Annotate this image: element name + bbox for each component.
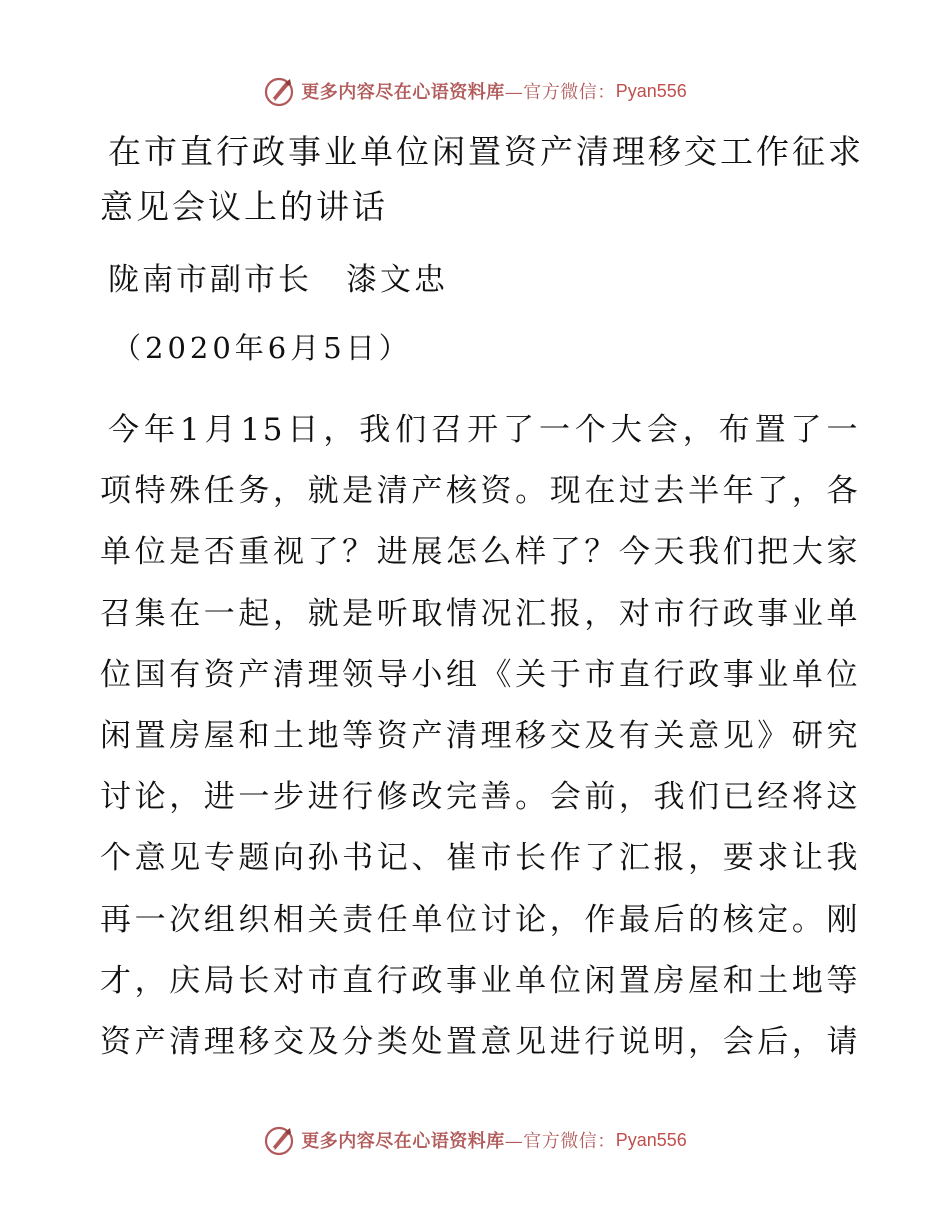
body-line: 闲置房屋和土地等资产清理移交及有关意见》研究 <box>100 718 860 755</box>
watermark-dash-text: —官方微信： <box>504 82 616 103</box>
quill-pen-logo-icon <box>263 75 295 107</box>
body-line: 才，庆局长对市直行政事业单位闲置房屋和土地等 <box>100 962 860 999</box>
watermark-wechat-id: Pyan556 <box>615 80 687 101</box>
author-line: 陇南市副市长 漆文忠 <box>108 262 448 298</box>
body-paragraph <box>100 400 860 1073</box>
header-watermark <box>0 71 950 111</box>
title-line-2: 意见会议上的讲话 <box>100 187 388 226</box>
watermark-main-text: 更多内容尽在心语资料库 <box>301 1131 505 1152</box>
watermark-main-text: 更多内容尽在心语资料库 <box>301 82 505 103</box>
title-line-1: 在市直行政事业单位闲置资产清理移交工作征求 <box>108 132 864 171</box>
body-line: 召集在一起，就是听取情况汇报，对市行政事业单 <box>100 595 860 632</box>
watermark-wechat-id: Pyan556 <box>615 1129 687 1150</box>
body-line: 再一次组织相关责任单位讨论，作最后的核定。刚 <box>100 901 860 938</box>
body-line: 今年1月15日，我们召开了一个大会，布置了一 <box>108 412 860 448</box>
document-title <box>100 124 864 234</box>
body-line: 资产清理移交及分类处置意见进行说明，会后，请 <box>100 1024 860 1061</box>
quill-pen-logo-icon <box>263 1124 295 1156</box>
body-line: 单位是否重视了？进展怎么样了？今天我们把大家 <box>100 534 860 571</box>
body-line: 项特殊任务，就是清产核资。现在过去半年了，各 <box>100 473 860 510</box>
body-line: 位国有资产清理领导小组《关于市直行政事业单位 <box>100 656 860 693</box>
body-line: 讨论，进一步进行修改完善。会前，我们已经将这 <box>100 779 860 816</box>
watermark-dash-text: —官方微信： <box>504 1131 616 1152</box>
body-line: 个意见专题向孙书记、崔市长作了汇报，要求让我 <box>100 840 860 877</box>
footer-watermark <box>0 1120 950 1160</box>
date-line: （2020年6月5日） <box>112 331 412 365</box>
